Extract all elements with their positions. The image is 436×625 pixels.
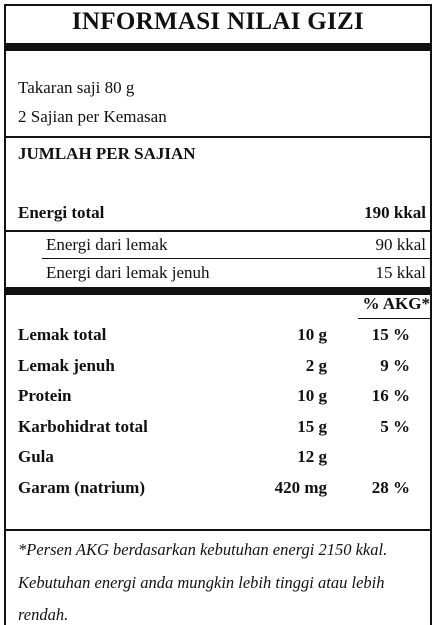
akg-header: % AKG* (362, 294, 430, 313)
nutrient-name: Gula (18, 447, 54, 466)
nutrient-akg: 16 % (371, 386, 410, 405)
nutrient-name: Garam (natrium) (18, 478, 146, 497)
serving-size: Takaran saji 80 g (18, 78, 135, 97)
title-divider (6, 43, 430, 51)
nutrient-akg: 28 % (371, 478, 410, 497)
nutrient-akg: 15 % (371, 325, 410, 344)
energy-satfat-value: 15 kkal (375, 263, 426, 282)
energy-fat-divider (42, 258, 430, 259)
energy-fat-value: 90 kkal (375, 235, 426, 254)
energy-total-divider (6, 230, 430, 232)
nutrient-amount: 2 g (305, 356, 327, 375)
serving-divider (6, 136, 430, 138)
nutrient-akg: 9 % (380, 356, 410, 375)
energy-total-value: 190 kkal (364, 203, 426, 222)
energy-satfat-label: Energi dari lemak jenuh (46, 263, 210, 282)
nutrient-name: Protein (18, 386, 72, 405)
energy-total-label: Energi total (18, 203, 105, 222)
per-serving-header: JUMLAH PER SAJIAN (18, 144, 196, 163)
nutrient-name: Karbohidrat total (18, 417, 148, 436)
nutrient-name: Lemak jenuh (18, 356, 115, 375)
energy-fat-label: Energi dari lemak (46, 235, 168, 254)
label-title: INFORMASI NILAI GIZI (71, 8, 365, 35)
servings-per-package: 2 Sajian per Kemasan (18, 107, 167, 126)
akg-header-rule (358, 318, 430, 319)
footnote-line-2: Kebutuhan energi anda mungkin lebih tinggi atau lebih (18, 573, 385, 592)
nutrient-amount: 10 g (297, 325, 327, 344)
nutrient-amount: 420 mg (274, 478, 327, 497)
nutrient-amount: 15 g (297, 417, 327, 436)
nutrient-name: Lemak total (18, 325, 107, 344)
nutrient-amount: 12 g (297, 447, 327, 466)
nutrition-facts-label (4, 4, 432, 625)
nutrient-amount: 10 g (297, 386, 327, 405)
footnote-line-1: *Persen AKG berdasarkan kebutuhan energi 2150 kkal. (18, 540, 388, 559)
footnote-line-3: rendah. (18, 605, 69, 624)
footnote-divider (6, 529, 430, 531)
nutrient-akg: 5 % (380, 417, 410, 436)
